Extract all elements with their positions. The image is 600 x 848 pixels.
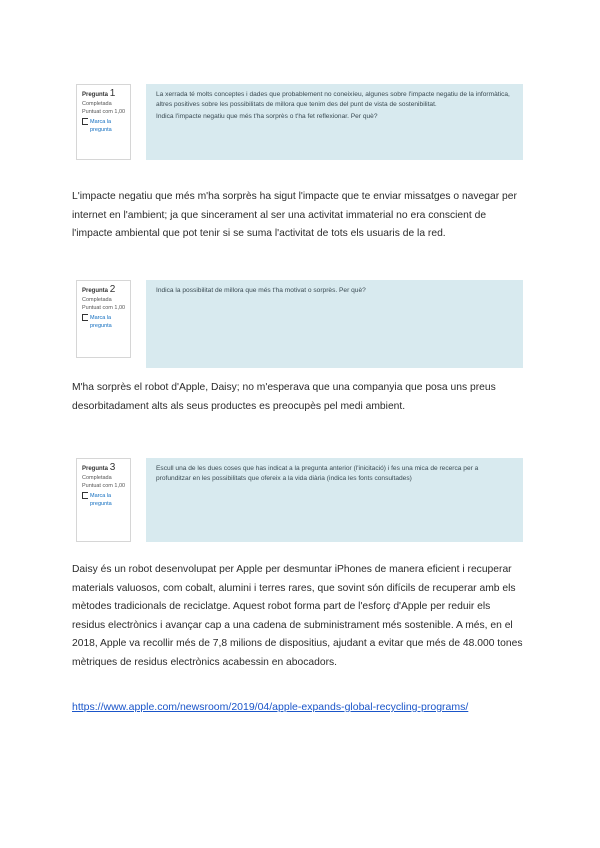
source-link[interactable]: https://www.apple.com/newsroom/2019/04/apple-expands-global-recycling-programs/ [72,701,469,713]
question-info-1 [76,84,131,160]
question-label: Pregunta 1 [82,88,116,99]
question-paragraph: La xerrada té molts conceptes i dades que probablement no coneixíeu, algunes sobre l'impacte negatiu de la informàtica, altres positives sobre les possibilitats de millora que tenim des del punt de vista de sostenibilitat. [156,91,510,108]
question-status: Completada [82,101,112,107]
question-text-1 [146,84,523,160]
flag-question-button[interactable] [82,118,126,134]
flag-question-label: Marca la pregunta [90,493,112,507]
question-paragraph: Escull una de les dues coses que has indicat a la pregunta anterior (l'inicitació) i fes una mica de recerca per a profunditzar en les possibilitats que ofereix a la vida diària (indica les fonts consultades) [156,465,479,482]
question-status: Completada [82,475,112,481]
question-label: Pregunta 3 [82,462,116,473]
flag-icon [82,314,88,321]
question-text-3 [146,458,523,542]
question-block-3 [76,458,523,542]
answer-3: Daisy és un robot desenvolupat per Apple per desmuntar iPhones de manera eficient i recuperar materials valuosos, com cobalt, alumini i terres rares, que sovint són difícils de recuperar amb els mètodes tradicionals de reciclatge. Aquest robot forma part de l'esforç d'Apple per reduir els residus electrònics i avançar cap a una cadena de subministrament més sostenible. A més, en el 2018, Apple va recollir més de 7,8 milions de dispositius, ajudant a evitar que més de 48.000 tones mètriques de residus electrònics acabessin en abocadors. [72,564,523,668]
question-score: Puntuat com 1,00 [82,109,126,115]
question-paragraph: Indica l'impacte negatiu que més t'ha sorprès o t'ha fet reflexionar. Per què? [156,113,378,120]
question-score: Puntuat com 1,00 [82,483,126,489]
flag-icon [82,492,88,499]
flag-question-label: Marca la pregunta [90,315,112,329]
question-block-1 [76,84,523,160]
question-block-2 [76,280,523,358]
answer-2: M'ha sorprès el robot d'Apple, Daisy; no m'esperava que una companyia que posa uns preus desorbitadament alts als seus productes es preocupès pel medi ambient. [72,382,496,412]
question-score: Puntuat com 1,00 [82,305,126,311]
flag-question-button[interactable] [82,492,126,508]
question-label: Pregunta 2 [82,284,116,295]
flag-question-button[interactable] [82,314,126,330]
question-info-2 [76,280,131,358]
flag-icon [82,118,88,125]
question-paragraph: Indica la possibilitat de millora que més t'ha motivat o sorprès. Per què? [156,287,366,294]
question-info-3 [76,458,131,542]
flag-question-label: Marca la pregunta [90,119,112,133]
answer-1: L'impacte negatiu que més m'ha sorprès ha sigut l'impacte que te enviar missatges o navegar per internet en l'ambient; ja que sincerament al ser una activitat immaterial no era conscient de l'impacte ambiental que pot tenir si se suma l'activitat de tots els usuaris de la red. [72,191,517,239]
question-text-2 [146,280,523,368]
question-status: Completada [82,297,112,303]
